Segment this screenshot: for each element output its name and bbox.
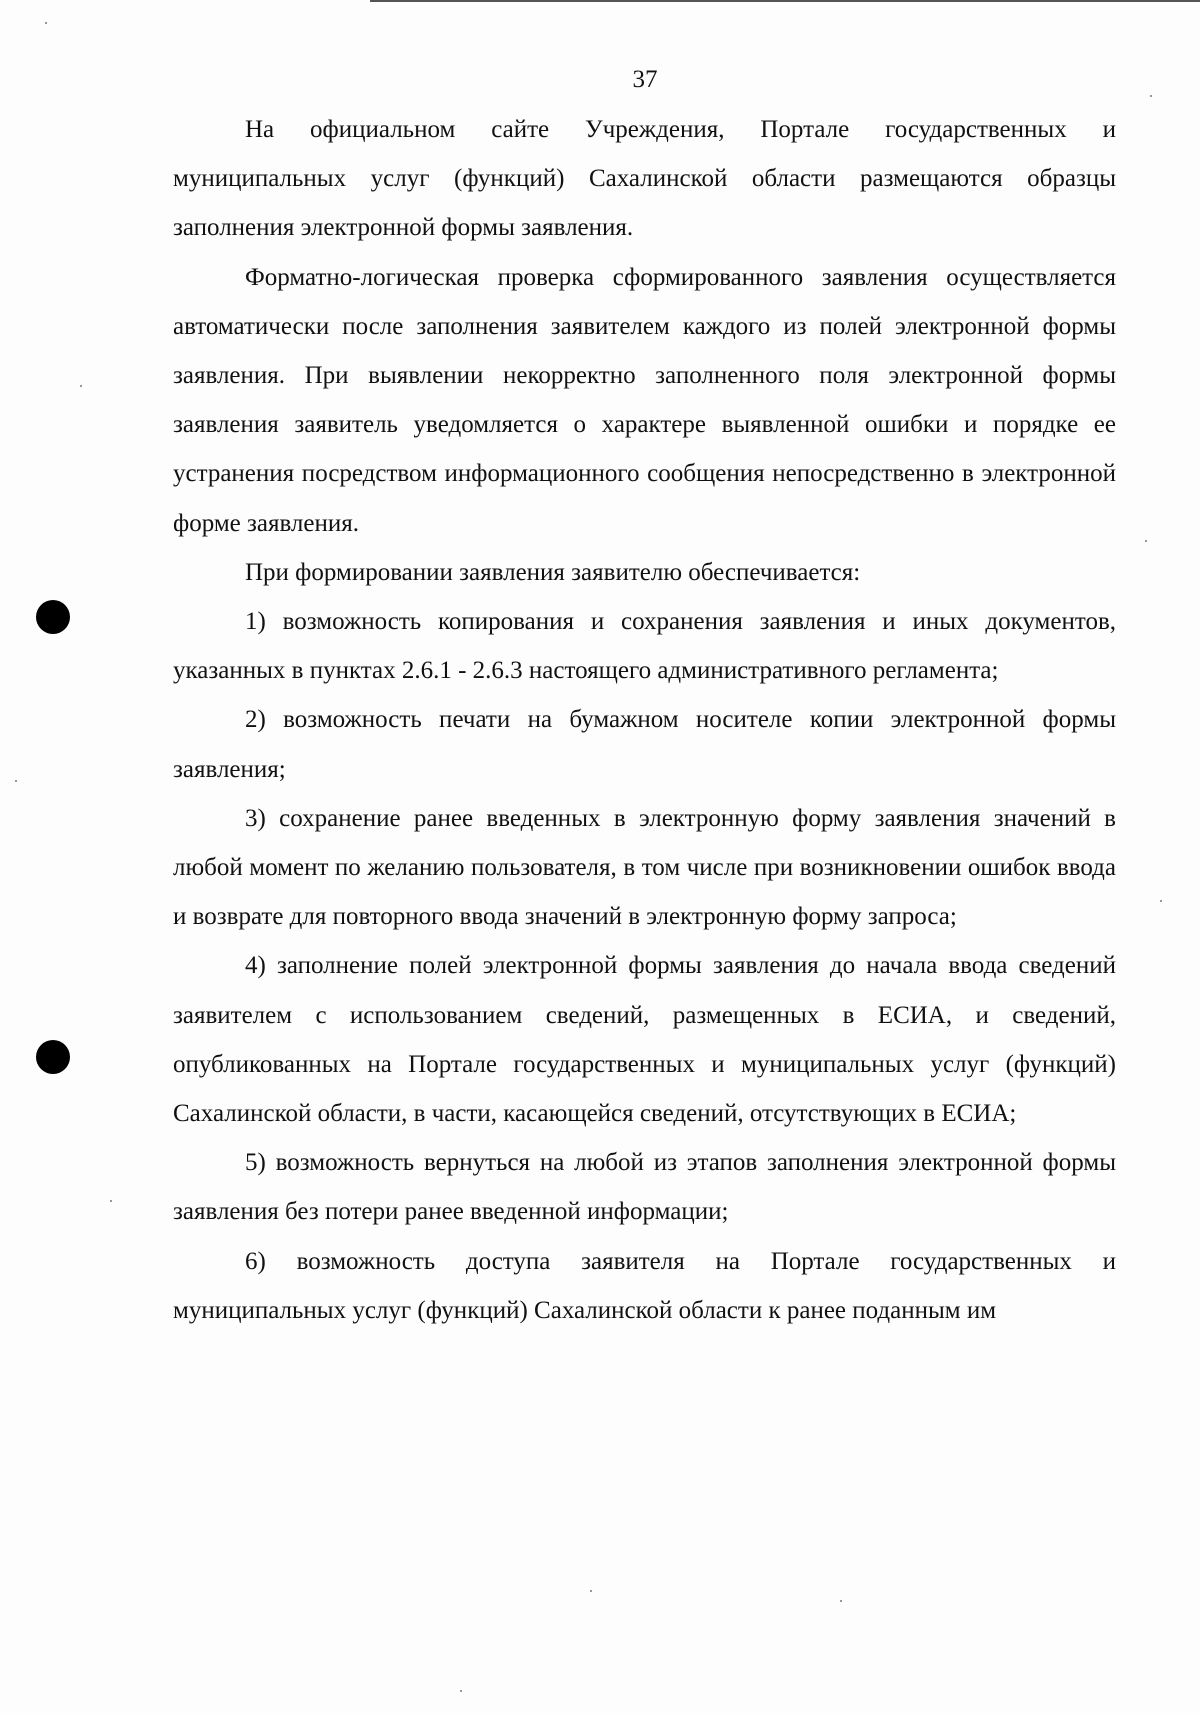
list-item-6: 6) возможность доступа заявителя на Портале государственных и муниципальных услуг (функций) Сахалинской области к ранее поданным им xyxy=(173,1247,1116,1324)
punch-hole-bottom xyxy=(36,1040,70,1074)
scan-speck xyxy=(1150,95,1152,97)
list-item-4: 4) заполнение полей электронной формы заявления до начала ввода сведений заявителем с использованием сведений, размещенных в ЕСИА, и сведений, опубликованных на Портале государственных и муниципальных услуг (функций) Сахалинской области, в части, касающейся сведений, отсутствующих в ЕСИА; xyxy=(173,952,1116,1128)
scan-speck xyxy=(15,780,17,782)
list-item-5: 5) возможность вернуться на любой из этапов заполнения электронной формы заявления без потери ранее введенной информации; xyxy=(173,1149,1116,1226)
scan-speck xyxy=(840,1600,842,1602)
document-body xyxy=(173,105,1116,1335)
paragraph-official-site: На официальном сайте Учреждения, Портале государственных и муниципальных услуг (функций) Сахалинской области размещаются образцы заполнения электронной формы заявления. xyxy=(173,116,1116,242)
list-item-2: 2) возможность печати на бумажном носителе копии электронной формы заявления; xyxy=(173,706,1116,783)
paragraph-format-check: Форматно-логическая проверка сформированного заявления осуществляется автоматически после заполнения заявителем каждого из полей электронной формы заявления. При выявлении некорректно заполненного поля электронной формы заявления заявитель уведомляется о характере выявленной ошибки и порядке ее устранения посредством информационного сообщения непосредственно в электронной форме заявления. xyxy=(173,263,1116,537)
scan-speck xyxy=(1145,540,1147,542)
scan-speck xyxy=(1160,900,1162,902)
scan-speck xyxy=(590,1590,592,1592)
list-item-3: 3) сохранение ранее введенных в электронную форму заявления значений в любой момент по желанию пользователя, в том числе при возникновении ошибок ввода и возврате для повторного ввода значений в электронную форму запроса; xyxy=(173,804,1116,931)
page-number: 37 xyxy=(632,66,658,93)
list-item-1: 1) возможность копирования и сохранения заявления и иных документов, указанных в пунктах 2.6.1 - 2.6.3 настоящего административного регламента; xyxy=(173,608,1116,685)
scan-speck xyxy=(80,385,82,387)
scan-speck xyxy=(460,1690,462,1692)
scan-speck xyxy=(110,1200,112,1202)
scan-speck xyxy=(45,22,47,24)
paragraph-provided-features: При формировании заявления заявителю обеспечивается: xyxy=(245,558,861,586)
punch-hole-top xyxy=(36,600,70,634)
scan-edge-line xyxy=(370,0,1200,2)
